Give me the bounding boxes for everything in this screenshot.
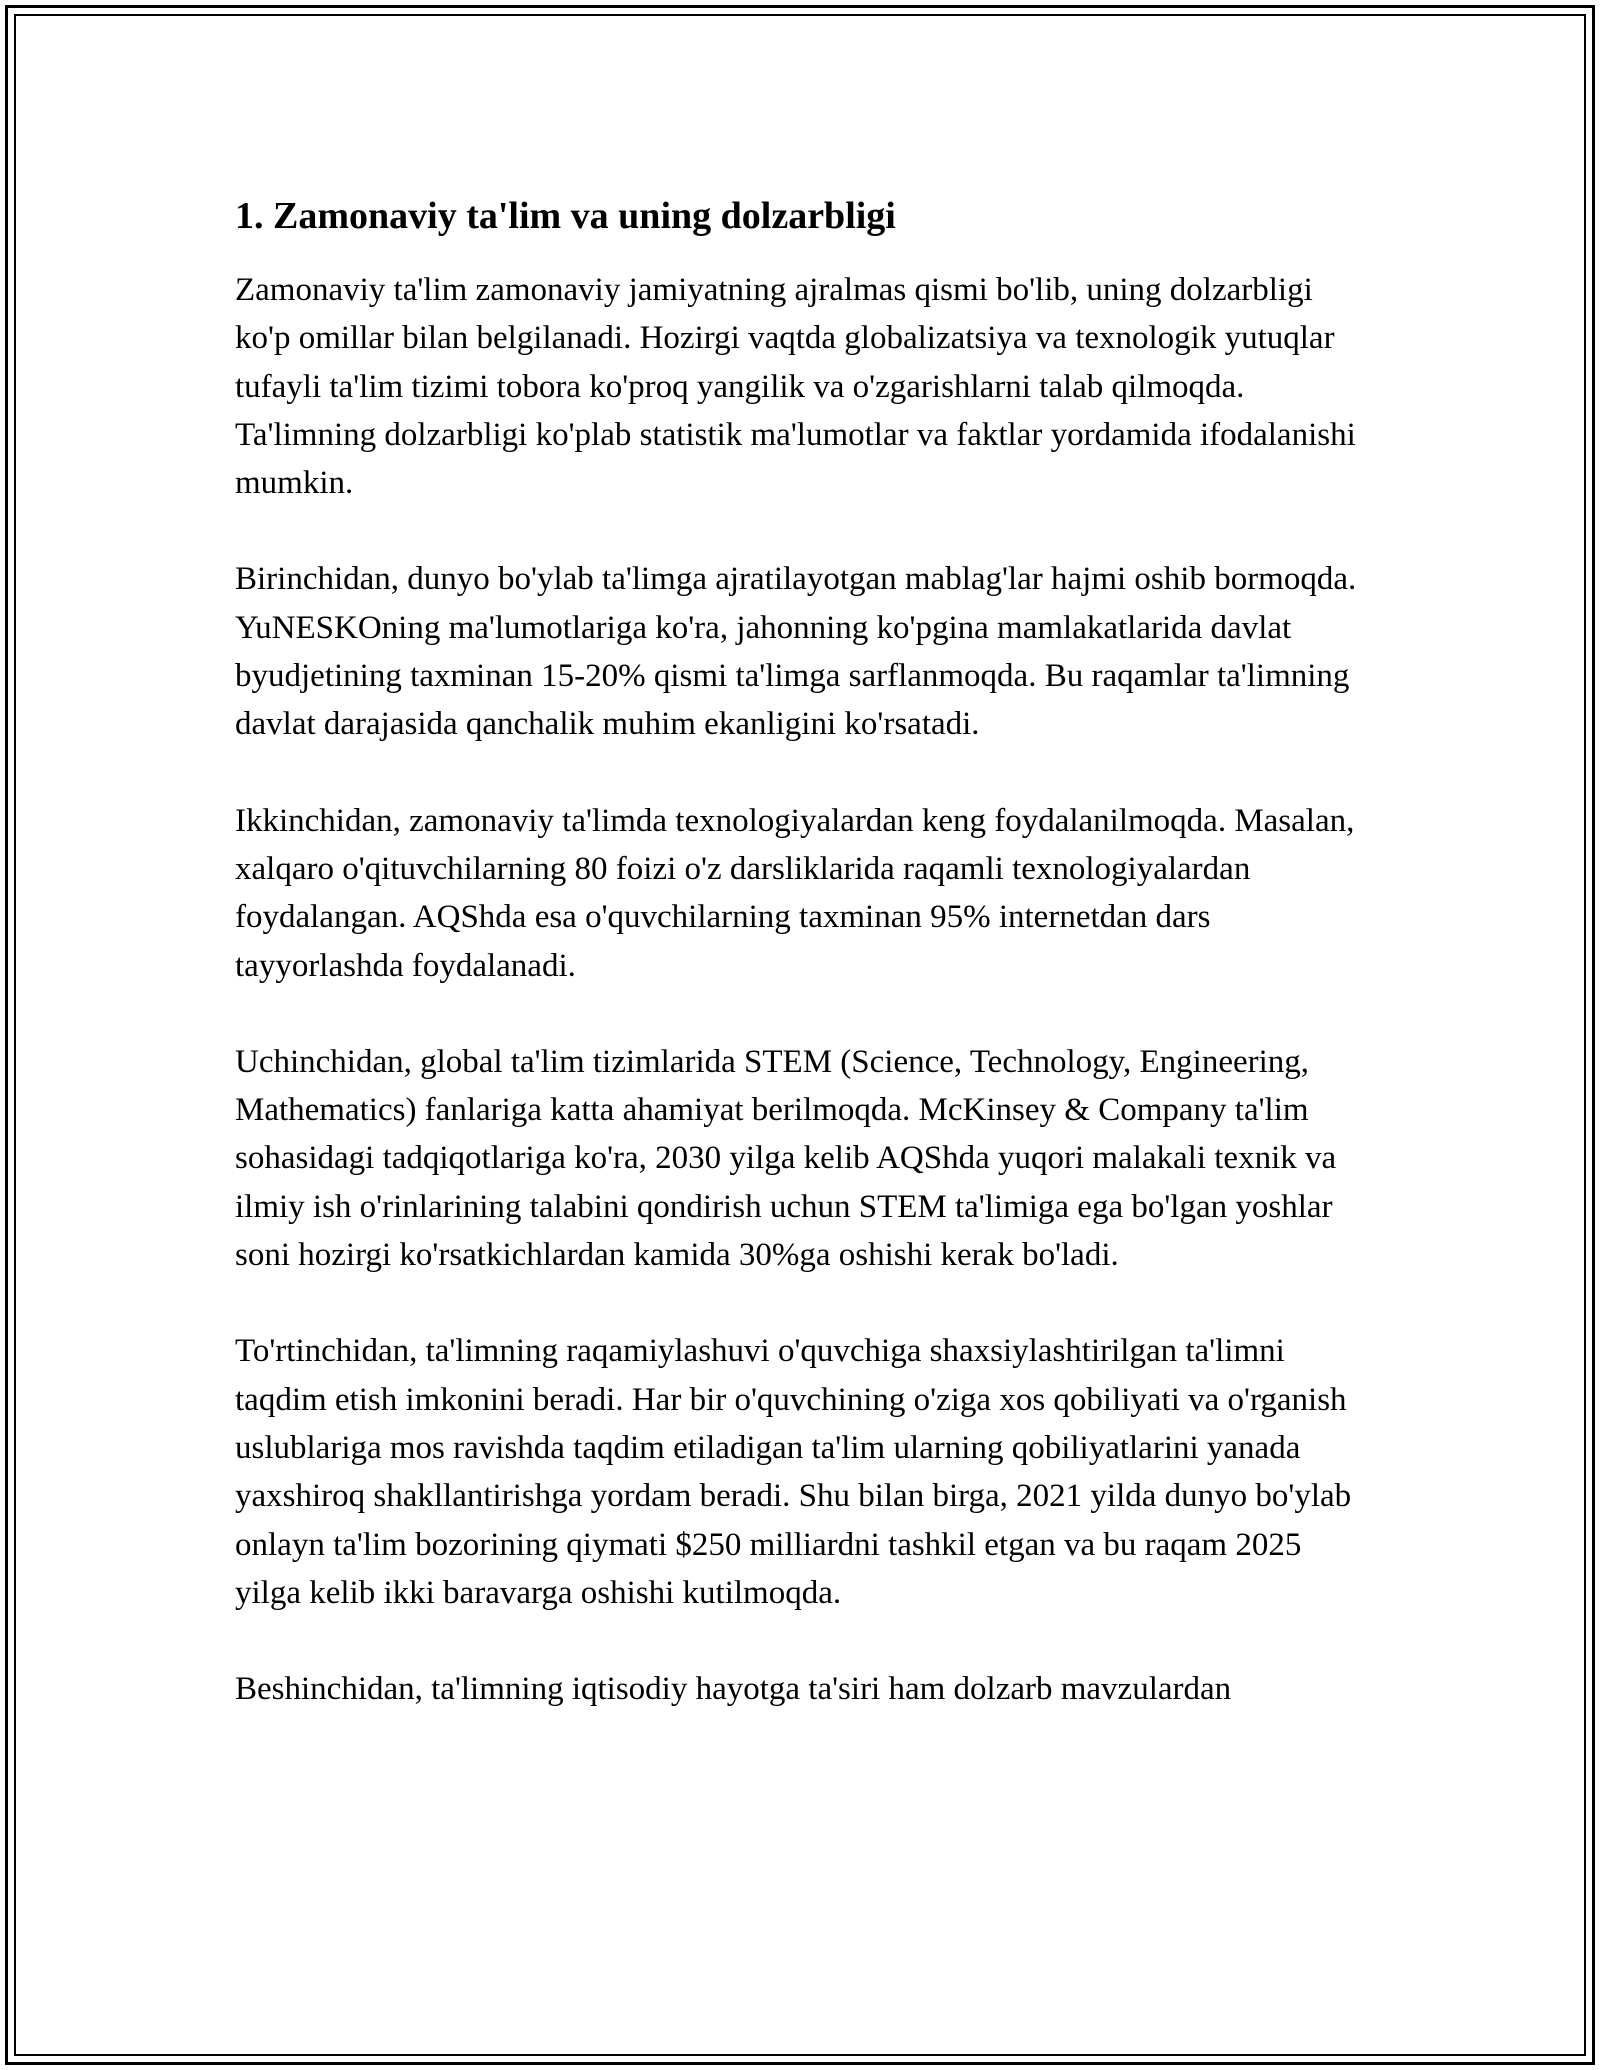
paragraph-first: Birinchidan, dunyo bo'ylab ta'limga ajratilayotgan mablag'lar hajmi oshib bormoqda. YuNESKOning ma'lumotlariga ko'ra, jahonning ko'pgina mamlakatlarida davlat byudjetining taxminan 15-20% qismi ta'limga sarflanmoqda. Bu raqamlar ta'limning davlat darajasida qanchalik muhim ekanligini ko'rsatadi. — [235, 561, 1357, 743]
paragraph-intro: Zamonaviy ta'lim zamonaviy jamiyatning ajralmas qismi bo'lib, uning dolzarbligi ko'p omillar bilan belgilanadi. Hozirgi vaqtda globalizatsiya va texnologik yutuqlar tufayli ta'lim tizimi tobora ko'proq yangilik va o'zgarishlarni talab qilmoqda. Ta'limning dolzarbligi ko'plab statistik ma'lumotlar va faktlar yordamida ifodalanishi mumkin. — [235, 272, 1356, 502]
document-body — [235, 190, 1365, 1713]
paragraph-fourth: To'rtinchidan, ta'limning raqamiylashuvi o'quvchiga shaxsiylashtirilgan ta'limni taqdim etish imkonini beradi. Har bir o'quvchining o'ziga xos qobiliyati va o'rganish uslublariga mos ravishda taqdim etiladigan ta'lim ularning qobiliyatlarini yanada yaxshiroq shakllantirishga yordam beradi. Shu bilan birga, 2021 yilda dunyo bo'ylab onlayn ta'lim bozorining qiymati $250 milliardni tashkil etgan va bu raqam 2025 yilga kelib ikki baravarga oshishi kutilmoqda. — [235, 1333, 1352, 1611]
section-heading: 1. Zamonaviy ta'lim va uning dolzarbligi — [235, 195, 896, 237]
paragraph-second: Ikkinchidan, zamonaviy ta'limda texnologiyalardan keng foydalanilmoqda. Masalan, xalqaro o'qituvchilarning 80 foizi o'z darsliklarida raqamli texnologiyalardan foydalangan. AQShda esa o'quvchilarning taxminan 95% internetdan dars tayyorlashda foydalanadi. — [235, 802, 1355, 984]
paragraph-third: Uchinchidan, global ta'lim tizimlarida STEM (Science, Technology, Engineering, Mathematics) fanlariga katta ahamiyat berilmoqda. McKinsey & Company ta'lim sohasidagi tadqiqotlariga ko'ra, 2030 yilga kelib AQShda yuqori malakali texnik va ilmiy ish o'rinlarining talabini qondirish uchun STEM ta'limiga ega bo'lgan yoshlar soni hozirgi ko'rsatkichlardan kamida 30%ga oshishi kerak bo'ladi. — [235, 1043, 1337, 1274]
paragraph-fifth: Beshinchidan, ta'limning iqtisodiy hayotga ta'siri ham dolzarb mavzulardan — [235, 1671, 1232, 1708]
